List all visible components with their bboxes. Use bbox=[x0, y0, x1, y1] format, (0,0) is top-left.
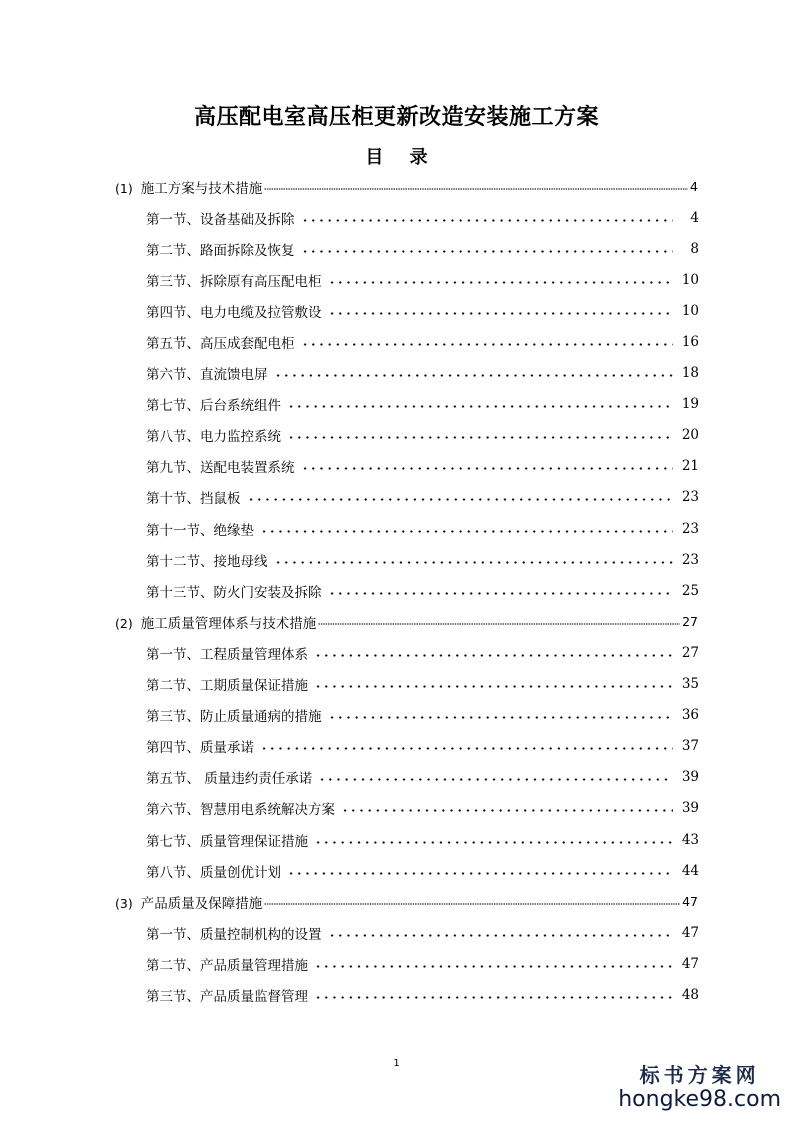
toc-entry-text: 第一节、工程质量管理体系 bbox=[146, 646, 308, 663]
toc-page-number: 39 bbox=[681, 769, 699, 786]
toc-entry-label bbox=[146, 332, 295, 352]
toc-entry-label bbox=[115, 612, 316, 632]
toc-entry-label bbox=[146, 487, 241, 507]
toc-dot-leader bbox=[312, 991, 673, 999]
toc-entry-text: 第二节、工期质量保证措施 bbox=[146, 678, 308, 695]
table-of-contents bbox=[0, 171, 793, 1011]
toc-section-entry[interactable] bbox=[146, 824, 699, 855]
toc-page-number: 23 bbox=[681, 520, 699, 537]
toc-dot-leader bbox=[339, 804, 673, 812]
toc-entry-text: 第五节、 质量违约责任承诺 bbox=[146, 771, 313, 788]
toc-section-entry[interactable] bbox=[146, 420, 699, 451]
toc-entry-text: 第一节、质量控制机构的设置 bbox=[146, 926, 322, 943]
toc-page-number: 39 bbox=[681, 800, 699, 817]
toc-chapter-entry[interactable] bbox=[115, 606, 698, 637]
toc-dot-leader bbox=[258, 742, 673, 750]
toc-dot-leader bbox=[285, 400, 673, 408]
toc-dot-leader bbox=[316, 773, 673, 781]
toc-entry-label bbox=[146, 239, 295, 259]
toc-page-number: 20 bbox=[681, 427, 699, 444]
toc-entry-text: 第三节、拆除原有高压配电柜 bbox=[146, 273, 322, 290]
toc-entry-text: 第十一节、绝缘垫 bbox=[146, 522, 254, 539]
toc-dot-leader bbox=[312, 680, 673, 688]
toc-section-entry[interactable] bbox=[146, 855, 699, 886]
toc-page-number: 47 bbox=[681, 924, 699, 941]
toc-entry-label bbox=[146, 830, 308, 850]
toc-dot-leader bbox=[258, 525, 673, 533]
document-title: 高压配电室高压柜更新改造安装施工方案 bbox=[193, 105, 599, 130]
toc-section-entry[interactable] bbox=[146, 762, 699, 793]
toc-dot-leader bbox=[245, 493, 674, 501]
toc-entry-label bbox=[146, 301, 322, 321]
toc-dot-leader bbox=[312, 960, 673, 968]
toc-chapter-number: (1) bbox=[115, 180, 133, 196]
toc-entry-text: 第六节、智慧用电系统解决方案 bbox=[146, 802, 335, 819]
toc-page-number: 19 bbox=[681, 396, 699, 413]
toc-dot-leader bbox=[299, 214, 674, 222]
toc-entry-text: 第十二节、接地母线 bbox=[146, 553, 268, 570]
toc-chapter-entry[interactable] bbox=[115, 171, 698, 202]
toc-page-number: 10 bbox=[681, 302, 699, 319]
toc-entry-text: 第七节、后台系统组件 bbox=[146, 398, 281, 415]
toc-entry-label bbox=[146, 767, 312, 787]
toc-page-number: 8 bbox=[690, 240, 699, 257]
toc-section-entry[interactable] bbox=[146, 731, 699, 762]
toc-entry-label bbox=[146, 394, 281, 414]
toc-entry-text: 第二节、产品质量管理措施 bbox=[146, 957, 308, 974]
toc-section-entry[interactable] bbox=[146, 637, 699, 668]
toc-entry-label bbox=[146, 456, 295, 476]
toc-entry-label bbox=[146, 923, 322, 943]
toc-entry-text: 施工方案与技术措施 bbox=[140, 180, 263, 197]
toc-dot-leader bbox=[312, 836, 673, 844]
watermark-domain-text: hongke98.com bbox=[618, 1087, 781, 1112]
toc-page-number: 48 bbox=[681, 986, 699, 1003]
toc-entry-text: 第四节、电力电缆及拉管敷设 bbox=[146, 304, 322, 321]
toc-chapter-number: (2) bbox=[115, 615, 133, 631]
toc-page-number: 16 bbox=[681, 334, 699, 351]
toc-page-number: 27 bbox=[681, 644, 699, 661]
toc-entry-text: 施工质量管理体系与技术措施 bbox=[140, 615, 317, 632]
toc-entry-label bbox=[146, 425, 281, 445]
toc-entry-text: 第六节、直流馈电屏 bbox=[146, 367, 268, 384]
toc-entry-text: 第三节、防止质量通病的措施 bbox=[146, 709, 322, 726]
toc-section-entry[interactable] bbox=[146, 575, 699, 606]
toc-section-entry[interactable] bbox=[146, 295, 699, 326]
toc-page-number: 25 bbox=[681, 582, 699, 599]
toc-section-entry[interactable] bbox=[146, 979, 699, 1010]
toc-section-entry[interactable] bbox=[146, 513, 699, 544]
toc-dot-leader bbox=[264, 184, 688, 190]
toc-entry-text: 第三节、产品质量监督管理 bbox=[146, 988, 308, 1005]
toc-entry-label bbox=[146, 550, 268, 570]
toc-entry-label bbox=[146, 954, 308, 974]
toc-section-entry[interactable] bbox=[146, 451, 699, 482]
toc-section-entry[interactable] bbox=[146, 669, 699, 700]
toc-entry-text: 第八节、质量创优计划 bbox=[146, 864, 281, 881]
toc-page-number: 35 bbox=[681, 676, 699, 693]
toc-section-entry[interactable] bbox=[146, 917, 699, 948]
page-number: 1 bbox=[393, 1058, 400, 1069]
toc-entry-label bbox=[146, 798, 335, 818]
toc-entry-text: 第十三节、防火门安装及拆除 bbox=[146, 584, 322, 601]
toc-page-number: 4 bbox=[690, 209, 699, 226]
toc-section-entry[interactable] bbox=[146, 700, 699, 731]
toc-entry-label bbox=[146, 705, 322, 725]
toc-entry-label bbox=[146, 985, 308, 1005]
toc-page-number: 23 bbox=[681, 489, 699, 506]
toc-entry-label bbox=[146, 736, 254, 756]
toc-entry-label bbox=[146, 581, 322, 601]
toc-dot-leader bbox=[326, 711, 674, 719]
toc-entry-text: 第一节、设备基础及拆除 bbox=[146, 211, 295, 228]
toc-entry-label bbox=[146, 208, 295, 228]
toc-page-number: 21 bbox=[681, 458, 699, 475]
toc-section-entry[interactable] bbox=[146, 202, 699, 233]
toc-entry-text: 第七节、质量管理保证措施 bbox=[146, 833, 308, 850]
toc-page-number: 18 bbox=[681, 365, 699, 382]
toc-page-number: 43 bbox=[681, 831, 699, 848]
toc-section-entry[interactable] bbox=[146, 793, 699, 824]
toc-section-entry[interactable] bbox=[146, 482, 699, 513]
toc-entry-text: 第九节、送配电装置系统 bbox=[146, 460, 295, 477]
toc-dot-leader bbox=[312, 649, 673, 657]
toc-entry-label bbox=[115, 177, 262, 197]
toc-entry-label bbox=[146, 270, 322, 290]
toc-page-number: 36 bbox=[681, 707, 699, 724]
toc-dot-leader bbox=[272, 556, 674, 564]
toc-page-number: 4 bbox=[690, 179, 698, 195]
toc-dot-leader bbox=[285, 431, 673, 439]
toc-section-entry[interactable] bbox=[146, 326, 699, 357]
toc-dot-leader bbox=[299, 338, 674, 346]
toc-page-number: 23 bbox=[681, 551, 699, 568]
toc-dot-leader bbox=[326, 587, 674, 595]
toc-page-number: 37 bbox=[681, 738, 699, 755]
toc-entry-text: 第五节、高压成套配电柜 bbox=[146, 336, 295, 353]
toc-entry-label bbox=[146, 519, 254, 539]
toc-page-number: 27 bbox=[682, 614, 698, 630]
toc-entry-label bbox=[115, 892, 262, 912]
toc-dot-leader bbox=[326, 929, 674, 937]
toc-section-entry[interactable] bbox=[146, 948, 699, 979]
toc-page-number: 44 bbox=[681, 862, 699, 879]
toc-page-number: 47 bbox=[681, 955, 699, 972]
toc-dot-leader bbox=[264, 899, 680, 905]
toc-dot-leader bbox=[299, 245, 674, 253]
toc-entry-label bbox=[146, 363, 268, 383]
toc-section-entry[interactable] bbox=[146, 358, 699, 389]
toc-chapter-number: (3) bbox=[115, 895, 133, 911]
toc-section-entry[interactable] bbox=[146, 544, 699, 575]
toc-dot-leader bbox=[326, 307, 674, 315]
toc-dot-leader bbox=[272, 369, 674, 377]
toc-dot-leader bbox=[285, 867, 673, 875]
toc-entry-label bbox=[146, 643, 308, 663]
toc-dot-leader bbox=[326, 276, 674, 284]
toc-section-entry[interactable] bbox=[146, 233, 699, 264]
toc-chapter-entry[interactable] bbox=[115, 886, 698, 917]
toc-section-entry[interactable] bbox=[146, 264, 699, 295]
toc-page-number: 47 bbox=[682, 894, 698, 910]
toc-entry-text: 第四节、质量承诺 bbox=[146, 740, 254, 757]
toc-section-entry[interactable] bbox=[146, 389, 699, 420]
watermark-chinese-text: 标书方案网 bbox=[639, 1063, 760, 1087]
toc-page-number: 10 bbox=[681, 271, 699, 288]
toc-dot-leader bbox=[318, 619, 680, 625]
toc-entry-text: 产品质量及保障措施 bbox=[140, 895, 263, 912]
toc-entry-text: 第十节、挡鼠板 bbox=[146, 491, 241, 508]
toc-entry-text: 第二节、路面拆除及恢复 bbox=[146, 242, 295, 259]
toc-dot-leader bbox=[299, 462, 674, 470]
toc-heading: 目 录 bbox=[365, 147, 438, 168]
toc-entry-label bbox=[146, 861, 281, 881]
toc-entry-text: 第八节、电力监控系统 bbox=[146, 429, 281, 446]
toc-entry-label bbox=[146, 674, 308, 694]
site-watermark bbox=[618, 1062, 781, 1112]
